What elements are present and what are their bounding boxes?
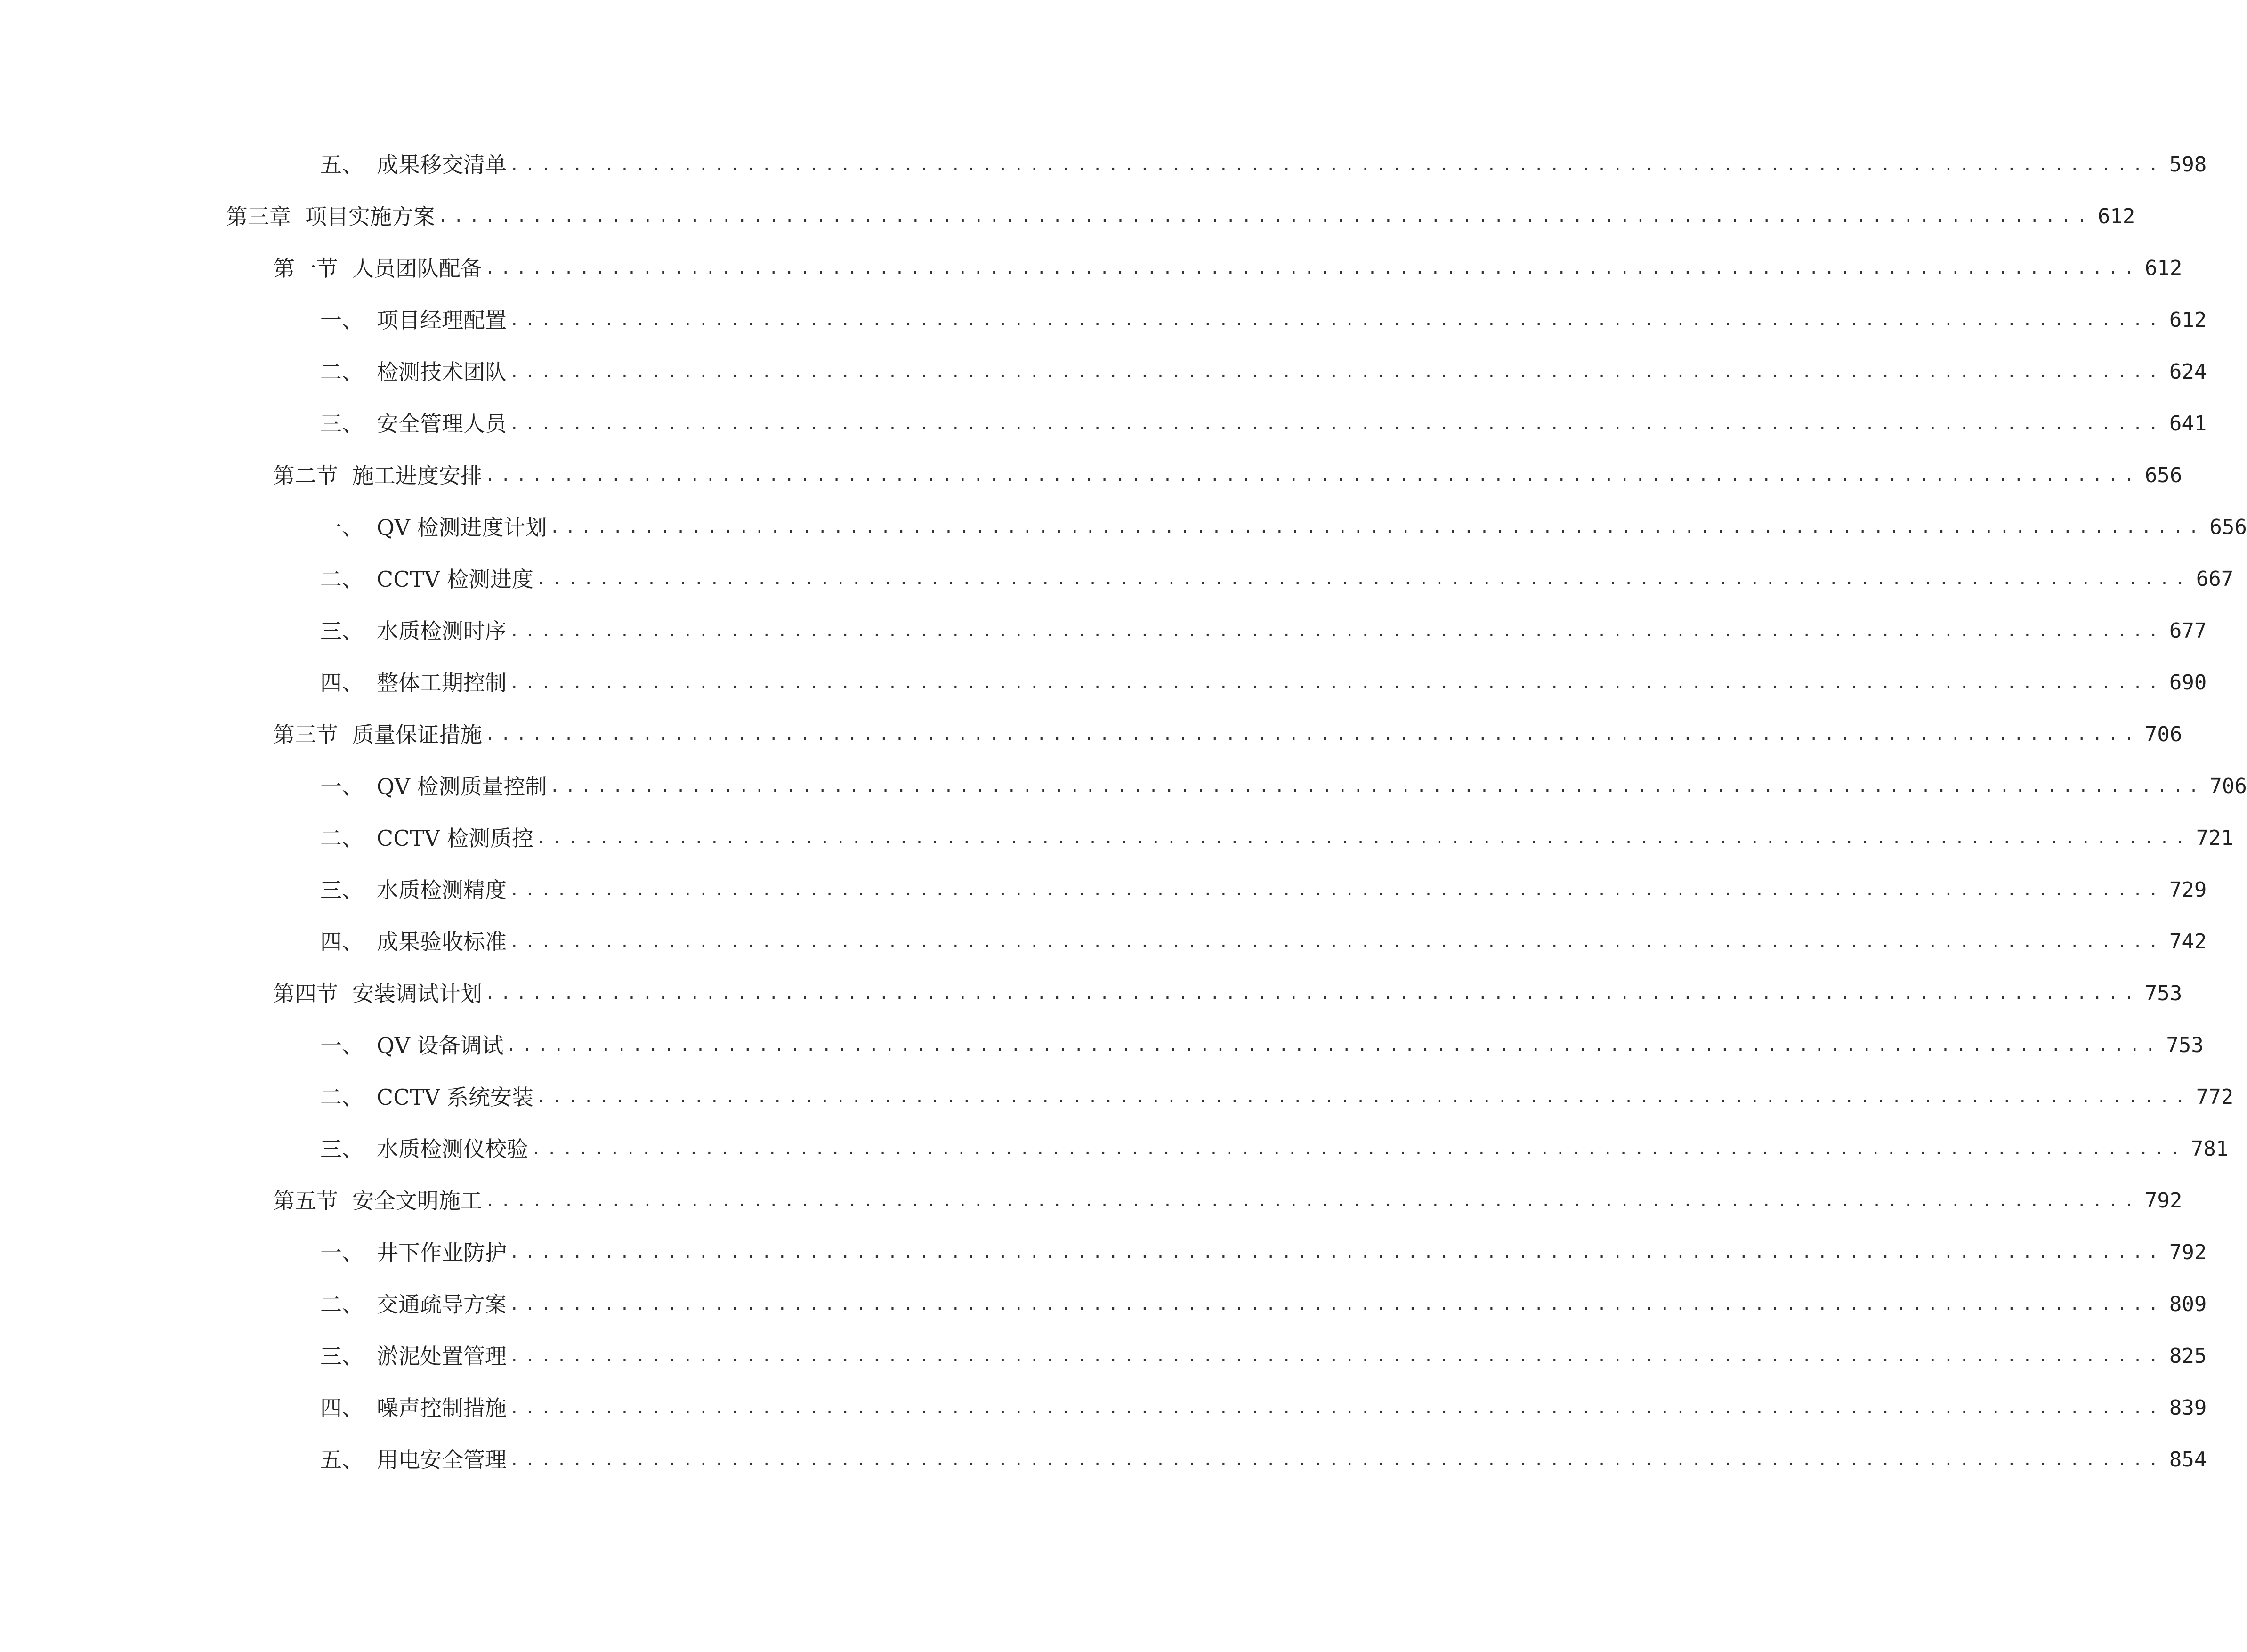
toc-leader-dots: ......................................................................................................... bbox=[485, 466, 2140, 485]
toc-entry[interactable] bbox=[320, 874, 2207, 907]
toc-leader-dots: ......................................................................................................... bbox=[536, 1088, 2191, 1107]
toc-entry[interactable] bbox=[320, 822, 2234, 855]
toc-entry-number: 三、 bbox=[320, 411, 364, 437]
toc-entry[interactable] bbox=[320, 511, 2247, 544]
toc-entry-page: 729 bbox=[2169, 878, 2207, 902]
toc-entry-number: 三、 bbox=[320, 877, 364, 903]
toc-entry-title: 质量保证措施 bbox=[352, 722, 482, 747]
toc-entry-page: 656 bbox=[2144, 463, 2182, 487]
toc-entry-page: 612 bbox=[2169, 308, 2207, 332]
toc-entry-number: 一、 bbox=[320, 1240, 364, 1265]
toc-entry-title: 水质检测仪校验 bbox=[377, 1136, 528, 1162]
toc-leader-dots: ......................................................................................................... bbox=[509, 1347, 2165, 1366]
toc-leader-dots: ......................................................................................................... bbox=[550, 777, 2205, 796]
toc-entry-page: 781 bbox=[2190, 1137, 2229, 1161]
toc-leader-dots: ......................................................................................................... bbox=[509, 311, 2165, 330]
toc-entry-number: 第二节 bbox=[273, 463, 338, 488]
toc-entry[interactable] bbox=[320, 666, 2207, 699]
toc-leader-dots: ......................................................................................................... bbox=[509, 673, 2165, 692]
toc-leader-dots: ......................................................................................................... bbox=[509, 414, 2165, 433]
toc-entry-page: 742 bbox=[2169, 930, 2207, 954]
toc-entry-title: 安装调试计划 bbox=[352, 981, 482, 1006]
toc-entry[interactable] bbox=[320, 925, 2207, 958]
toc-entry-page: 667 bbox=[2196, 567, 2234, 591]
toc-entry[interactable] bbox=[320, 1081, 2234, 1114]
toc-entry-title: CCTV 系统安装 bbox=[377, 1085, 533, 1110]
toc-entry-title: 成果验收标准 bbox=[377, 929, 507, 955]
toc-leader-dots: ......................................................................................................... bbox=[485, 259, 2140, 278]
toc-entry-page: 624 bbox=[2169, 360, 2207, 384]
toc-entry-page: 612 bbox=[2097, 204, 2135, 228]
toc-entry-title: 噪声控制措施 bbox=[377, 1395, 507, 1421]
toc-entry-page: 839 bbox=[2169, 1396, 2207, 1420]
toc-entry[interactable] bbox=[273, 718, 2182, 751]
toc-entry-number: 四、 bbox=[320, 929, 364, 955]
toc-leader-dots: ......................................................................................................... bbox=[509, 363, 2165, 381]
toc-entry[interactable] bbox=[320, 1288, 2207, 1321]
toc-entry-title: 成果移交清单 bbox=[377, 152, 507, 178]
toc-leader-dots: ......................................................................................................... bbox=[531, 1140, 2186, 1158]
toc-entry-title: 项目实施方案 bbox=[305, 204, 435, 229]
toc-entry-page: 809 bbox=[2169, 1292, 2207, 1316]
toc-entry-title: QV 设备调试 bbox=[377, 1033, 504, 1058]
toc-leader-dots: ......................................................................................................... bbox=[485, 984, 2140, 1003]
toc-entry-title: 井下作业防护 bbox=[377, 1240, 507, 1265]
toc-leader-dots: ......................................................................................................... bbox=[485, 725, 2140, 744]
toc-entry-page: 677 bbox=[2169, 619, 2207, 643]
toc-entry[interactable] bbox=[273, 252, 2182, 285]
toc-entry-page: 690 bbox=[2169, 671, 2207, 695]
toc-entry-number: 四、 bbox=[320, 1395, 364, 1421]
toc-leader-dots: ......................................................................................................... bbox=[536, 829, 2191, 848]
toc-entry-number: 第三节 bbox=[273, 722, 338, 747]
toc-entry-number: 二、 bbox=[320, 1085, 364, 1110]
toc-entry-page: 792 bbox=[2144, 1189, 2182, 1213]
toc-entry-number: 五、 bbox=[320, 152, 364, 178]
toc-entry-title: 用电安全管理 bbox=[377, 1447, 507, 1473]
toc-entry-number: 三、 bbox=[320, 618, 364, 644]
toc-entry-page: 721 bbox=[2196, 826, 2234, 850]
toc-entry-number: 五、 bbox=[320, 1447, 364, 1473]
toc-leader-dots: ......................................................................................................... bbox=[509, 622, 2165, 640]
toc-entry-title: 交通疏导方案 bbox=[377, 1292, 507, 1317]
toc-entry[interactable] bbox=[226, 200, 2135, 233]
toc-entry[interactable] bbox=[273, 459, 2182, 492]
toc-entry-number: 二、 bbox=[320, 567, 364, 592]
toc-entry-number: 二、 bbox=[320, 1292, 364, 1317]
toc-entry[interactable] bbox=[320, 148, 2207, 181]
toc-leader-dots: ......................................................................................................... bbox=[509, 1399, 2165, 1417]
toc-entry-number: 一、 bbox=[320, 515, 364, 540]
toc-entry-page: 706 bbox=[2209, 774, 2247, 798]
toc-entry-page: 854 bbox=[2169, 1448, 2207, 1472]
toc-entry[interactable] bbox=[320, 615, 2207, 648]
toc-entry-page: 612 bbox=[2144, 256, 2182, 280]
toc-entry[interactable] bbox=[320, 1029, 2204, 1062]
toc-leader-dots: ......................................................................................................... bbox=[485, 1191, 2140, 1210]
toc-entry-title: CCTV 检测进度 bbox=[377, 567, 533, 592]
toc-entry-number: 一、 bbox=[320, 308, 364, 333]
toc-entry[interactable] bbox=[273, 977, 2182, 1010]
toc-entry-title: QV 检测进度计划 bbox=[377, 515, 547, 540]
toc-entry[interactable] bbox=[320, 304, 2207, 337]
toc-leader-dots: ......................................................................................................... bbox=[536, 570, 2191, 589]
toc-leader-dots: ......................................................................................................... bbox=[509, 1295, 2165, 1314]
toc-entry-number: 一、 bbox=[320, 774, 364, 799]
toc-entry-number: 二、 bbox=[320, 826, 364, 851]
toc-entry-number: 三、 bbox=[320, 1344, 364, 1369]
toc-entry-title: 安全管理人员 bbox=[377, 411, 507, 437]
toc-entry-title: 安全文明施工 bbox=[352, 1188, 482, 1214]
toc-entry[interactable] bbox=[320, 563, 2234, 596]
toc-entry-number: 四、 bbox=[320, 670, 364, 696]
toc-entry-title: 检测技术团队 bbox=[377, 359, 507, 385]
toc-leader-dots: ......................................................................................................... bbox=[509, 932, 2165, 951]
toc-leader-dots: ......................................................................................................... bbox=[509, 1243, 2165, 1262]
toc-entry-number: 三、 bbox=[320, 1136, 364, 1162]
toc-entry-number: 一、 bbox=[320, 1033, 364, 1058]
toc-entry-title: 水质检测时序 bbox=[377, 618, 507, 644]
toc-entry-title: 淤泥处置管理 bbox=[377, 1344, 507, 1369]
toc-leader-dots: ......................................................................................................... bbox=[550, 518, 2205, 537]
toc-entry[interactable] bbox=[320, 356, 2207, 389]
toc-entry-number: 二、 bbox=[320, 359, 364, 385]
toc-entry-number: 第三章 bbox=[226, 204, 291, 229]
toc-entry-title: 整体工期控制 bbox=[377, 670, 507, 696]
toc-entry[interactable] bbox=[320, 1236, 2207, 1269]
toc-entry-page: 656 bbox=[2209, 515, 2247, 539]
toc-leader-dots: ......................................................................................................... bbox=[506, 1036, 2161, 1055]
toc-entry-title: CCTV 检测质控 bbox=[377, 826, 533, 851]
toc-entry-page: 825 bbox=[2169, 1344, 2207, 1368]
toc-entry[interactable] bbox=[320, 1443, 2207, 1476]
toc-entry-title: 水质检测精度 bbox=[377, 877, 507, 903]
toc-entry[interactable] bbox=[273, 1184, 2182, 1217]
toc-entry-title: 人员团队配备 bbox=[352, 256, 482, 281]
toc-entry-number: 第五节 bbox=[273, 1188, 338, 1214]
toc-leader-dots: ......................................................................................................... bbox=[438, 207, 2093, 226]
toc-entry-page: 598 bbox=[2169, 153, 2207, 177]
toc-leader-dots: ......................................................................................................... bbox=[509, 1450, 2165, 1469]
toc-entry[interactable] bbox=[320, 1340, 2207, 1373]
toc-entry[interactable] bbox=[320, 407, 2207, 440]
toc-entry-page: 753 bbox=[2166, 1033, 2204, 1057]
toc-leader-dots: ......................................................................................................... bbox=[509, 155, 2165, 174]
toc-entry-page: 641 bbox=[2169, 412, 2207, 436]
toc-entry[interactable] bbox=[320, 770, 2247, 803]
toc-leader-dots: ......................................................................................................... bbox=[509, 881, 2165, 899]
toc-entry-number: 第一节 bbox=[273, 256, 338, 281]
toc-entry-title: 项目经理配置 bbox=[377, 308, 507, 333]
toc-entry-number: 第四节 bbox=[273, 981, 338, 1006]
toc-entry-title: 施工进度安排 bbox=[352, 463, 482, 488]
toc-entry[interactable] bbox=[320, 1392, 2207, 1425]
toc-entry-page: 772 bbox=[2196, 1085, 2234, 1109]
toc-entry-title: QV 检测质量控制 bbox=[377, 774, 547, 799]
toc-entry[interactable] bbox=[320, 1133, 2229, 1166]
toc-entry-page: 753 bbox=[2144, 981, 2182, 1005]
toc-entry-page: 706 bbox=[2144, 722, 2182, 746]
toc-entry-page: 792 bbox=[2169, 1240, 2207, 1264]
